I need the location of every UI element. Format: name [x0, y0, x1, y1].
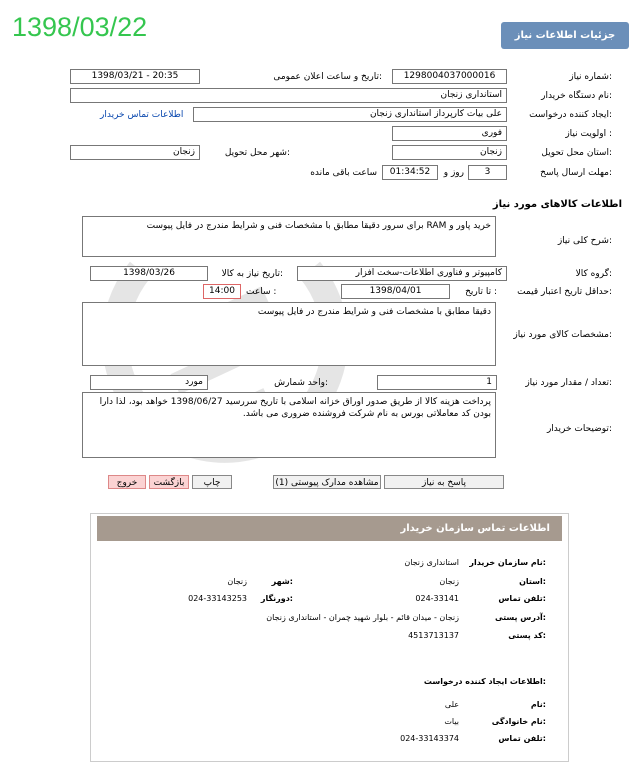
- until-date-field[interactable]: 1398/04/01: [341, 284, 450, 299]
- province-label: استان محل تحويل:: [541, 148, 612, 158]
- view-docs-button[interactable]: مشاهده مدارک پيوستی (1): [273, 475, 381, 489]
- contact-phone-label: تلفن تماس:: [498, 594, 546, 603]
- group-label: گروه کالا:: [575, 269, 612, 279]
- fax-label: دورنگار:: [260, 594, 293, 603]
- group-field[interactable]: کامپيوتر و فناوری اطلاعات-سخت افزار: [297, 266, 507, 281]
- city-field[interactable]: زنجان: [70, 145, 200, 160]
- need-date-field[interactable]: 1398/03/26: [90, 266, 208, 281]
- contact-city-label: شهر:: [271, 577, 293, 586]
- contact-card-header: اطلاعات تماس سازمان خريدار: [97, 516, 562, 541]
- contact-city-value: زنجان: [227, 577, 247, 586]
- goods-section-title: اطلاعات کالاهای مورد نياز: [492, 199, 622, 210]
- contact-province-value: زنجان: [439, 577, 459, 586]
- first-name-value: علی: [444, 700, 459, 709]
- min-validity-label: حداقل تاريخ اعتبار قيمت:: [517, 287, 612, 297]
- priority-label: اولويت نياز :: [565, 129, 612, 139]
- contact-province-label: استان:: [519, 577, 546, 586]
- creator-section-title: اطلاعات ايجاد کننده درخواست:: [423, 677, 546, 686]
- days-field[interactable]: 3: [468, 165, 507, 180]
- hour-field[interactable]: 14:00: [203, 284, 241, 299]
- exit-button[interactable]: خروج: [108, 475, 146, 489]
- last-name-label: نام خانوادگی:: [491, 717, 546, 726]
- first-name-label: نام:: [530, 700, 546, 709]
- need-date-label: تاريخ نياز به کالا:: [221, 269, 283, 279]
- deadline-label: مهلت ارسال پاسخ:: [540, 168, 612, 178]
- hour-label: ساعت :: [246, 287, 277, 297]
- date-stamp: 1398/03/22: [12, 12, 148, 42]
- time-remaining-field[interactable]: 01:34:52: [382, 165, 438, 180]
- back-button[interactable]: بازگشت: [149, 475, 189, 489]
- creator-phone-label: تلفن تماس:: [498, 734, 546, 743]
- last-name-value: بيات: [444, 717, 459, 726]
- reply-button[interactable]: پاسخ به نياز: [384, 475, 504, 489]
- fax-value: 024-33143253: [188, 594, 247, 603]
- contact-phone-value: 024-33141: [415, 594, 459, 603]
- specs-textarea[interactable]: دقيقا مطابق با مشخصات فنی و شرايط مندرج در فايل پيوست: [82, 302, 496, 366]
- creator-field[interactable]: علی بيات کارپرداز استانداری زنجان: [193, 107, 507, 122]
- specs-label: مشخصات کالای مورد نياز:: [513, 330, 612, 340]
- city-label: شهر محل تحويل:: [224, 148, 290, 158]
- buyer-org-field[interactable]: استانداری زنجان: [70, 88, 507, 103]
- buyer-notes-label: توضيحات خريدار:: [546, 424, 612, 434]
- address-label: آدرس پستی:: [495, 613, 546, 622]
- announce-label: تاريخ و ساعت اعلان عمومی:: [273, 72, 382, 82]
- page-title: جزئيات اطلاعات نياز: [514, 30, 616, 41]
- buyer-org-label: نام دستگاه خريدار:: [541, 91, 612, 101]
- unit-label: واحد شمارش:: [274, 378, 328, 388]
- until-date-label: تا تاريخ :: [465, 287, 497, 297]
- general-desc-label: شرح کلی نياز:: [557, 236, 612, 246]
- quantity-label: تعداد / مقدار مورد نياز:: [525, 378, 612, 388]
- postal-label: کد پستی:: [508, 631, 546, 640]
- unit-field[interactable]: مورد: [90, 375, 208, 390]
- province-field[interactable]: زنجان: [392, 145, 507, 160]
- address-value: زنجان - ميدان قائم - بلوار شهيد چمران - استانداری زنجان: [266, 613, 459, 622]
- page-header: [501, 22, 629, 49]
- priority-field[interactable]: فوری: [392, 126, 507, 141]
- need-number-label: شماره نياز:: [569, 72, 612, 82]
- buyer-notes-textarea[interactable]: پرداخت هزينه کالا از طريق صدور اوراق خزانه اسلامی با تاريخ سررسيد 1398/06/27 خواهد بود، لذا دارا بودن کد معاملاتی بورس به نام شرکت فروشنده ضروری می باشد.: [82, 392, 496, 458]
- quantity-field[interactable]: 1: [377, 375, 497, 390]
- general-desc-textarea[interactable]: خريد پاور و RAM برای سرور دقيقا مطابق با مشخصات فنی و شرايط مندرج در فايل پيوست: [82, 216, 496, 257]
- need-number-field[interactable]: 1298004037000016: [392, 69, 507, 84]
- remaining-word: ساعت باقی مانده: [310, 168, 377, 178]
- print-button[interactable]: چاپ: [192, 475, 232, 489]
- org-name-label: نام سازمان خريدار:: [469, 558, 546, 567]
- buyer-contact-link[interactable]: اطلاعات تماس خريدار: [100, 110, 184, 120]
- org-name-value: استانداری زنجان: [404, 558, 459, 567]
- postal-value: 4513713137: [408, 631, 459, 640]
- announce-field[interactable]: 1398/03/21 - 20:35: [70, 69, 200, 84]
- days-word: روز و: [443, 168, 464, 178]
- creator-phone-value: 024-33143374: [400, 734, 459, 743]
- creator-label: ايجاد کننده درخواست:: [529, 110, 612, 120]
